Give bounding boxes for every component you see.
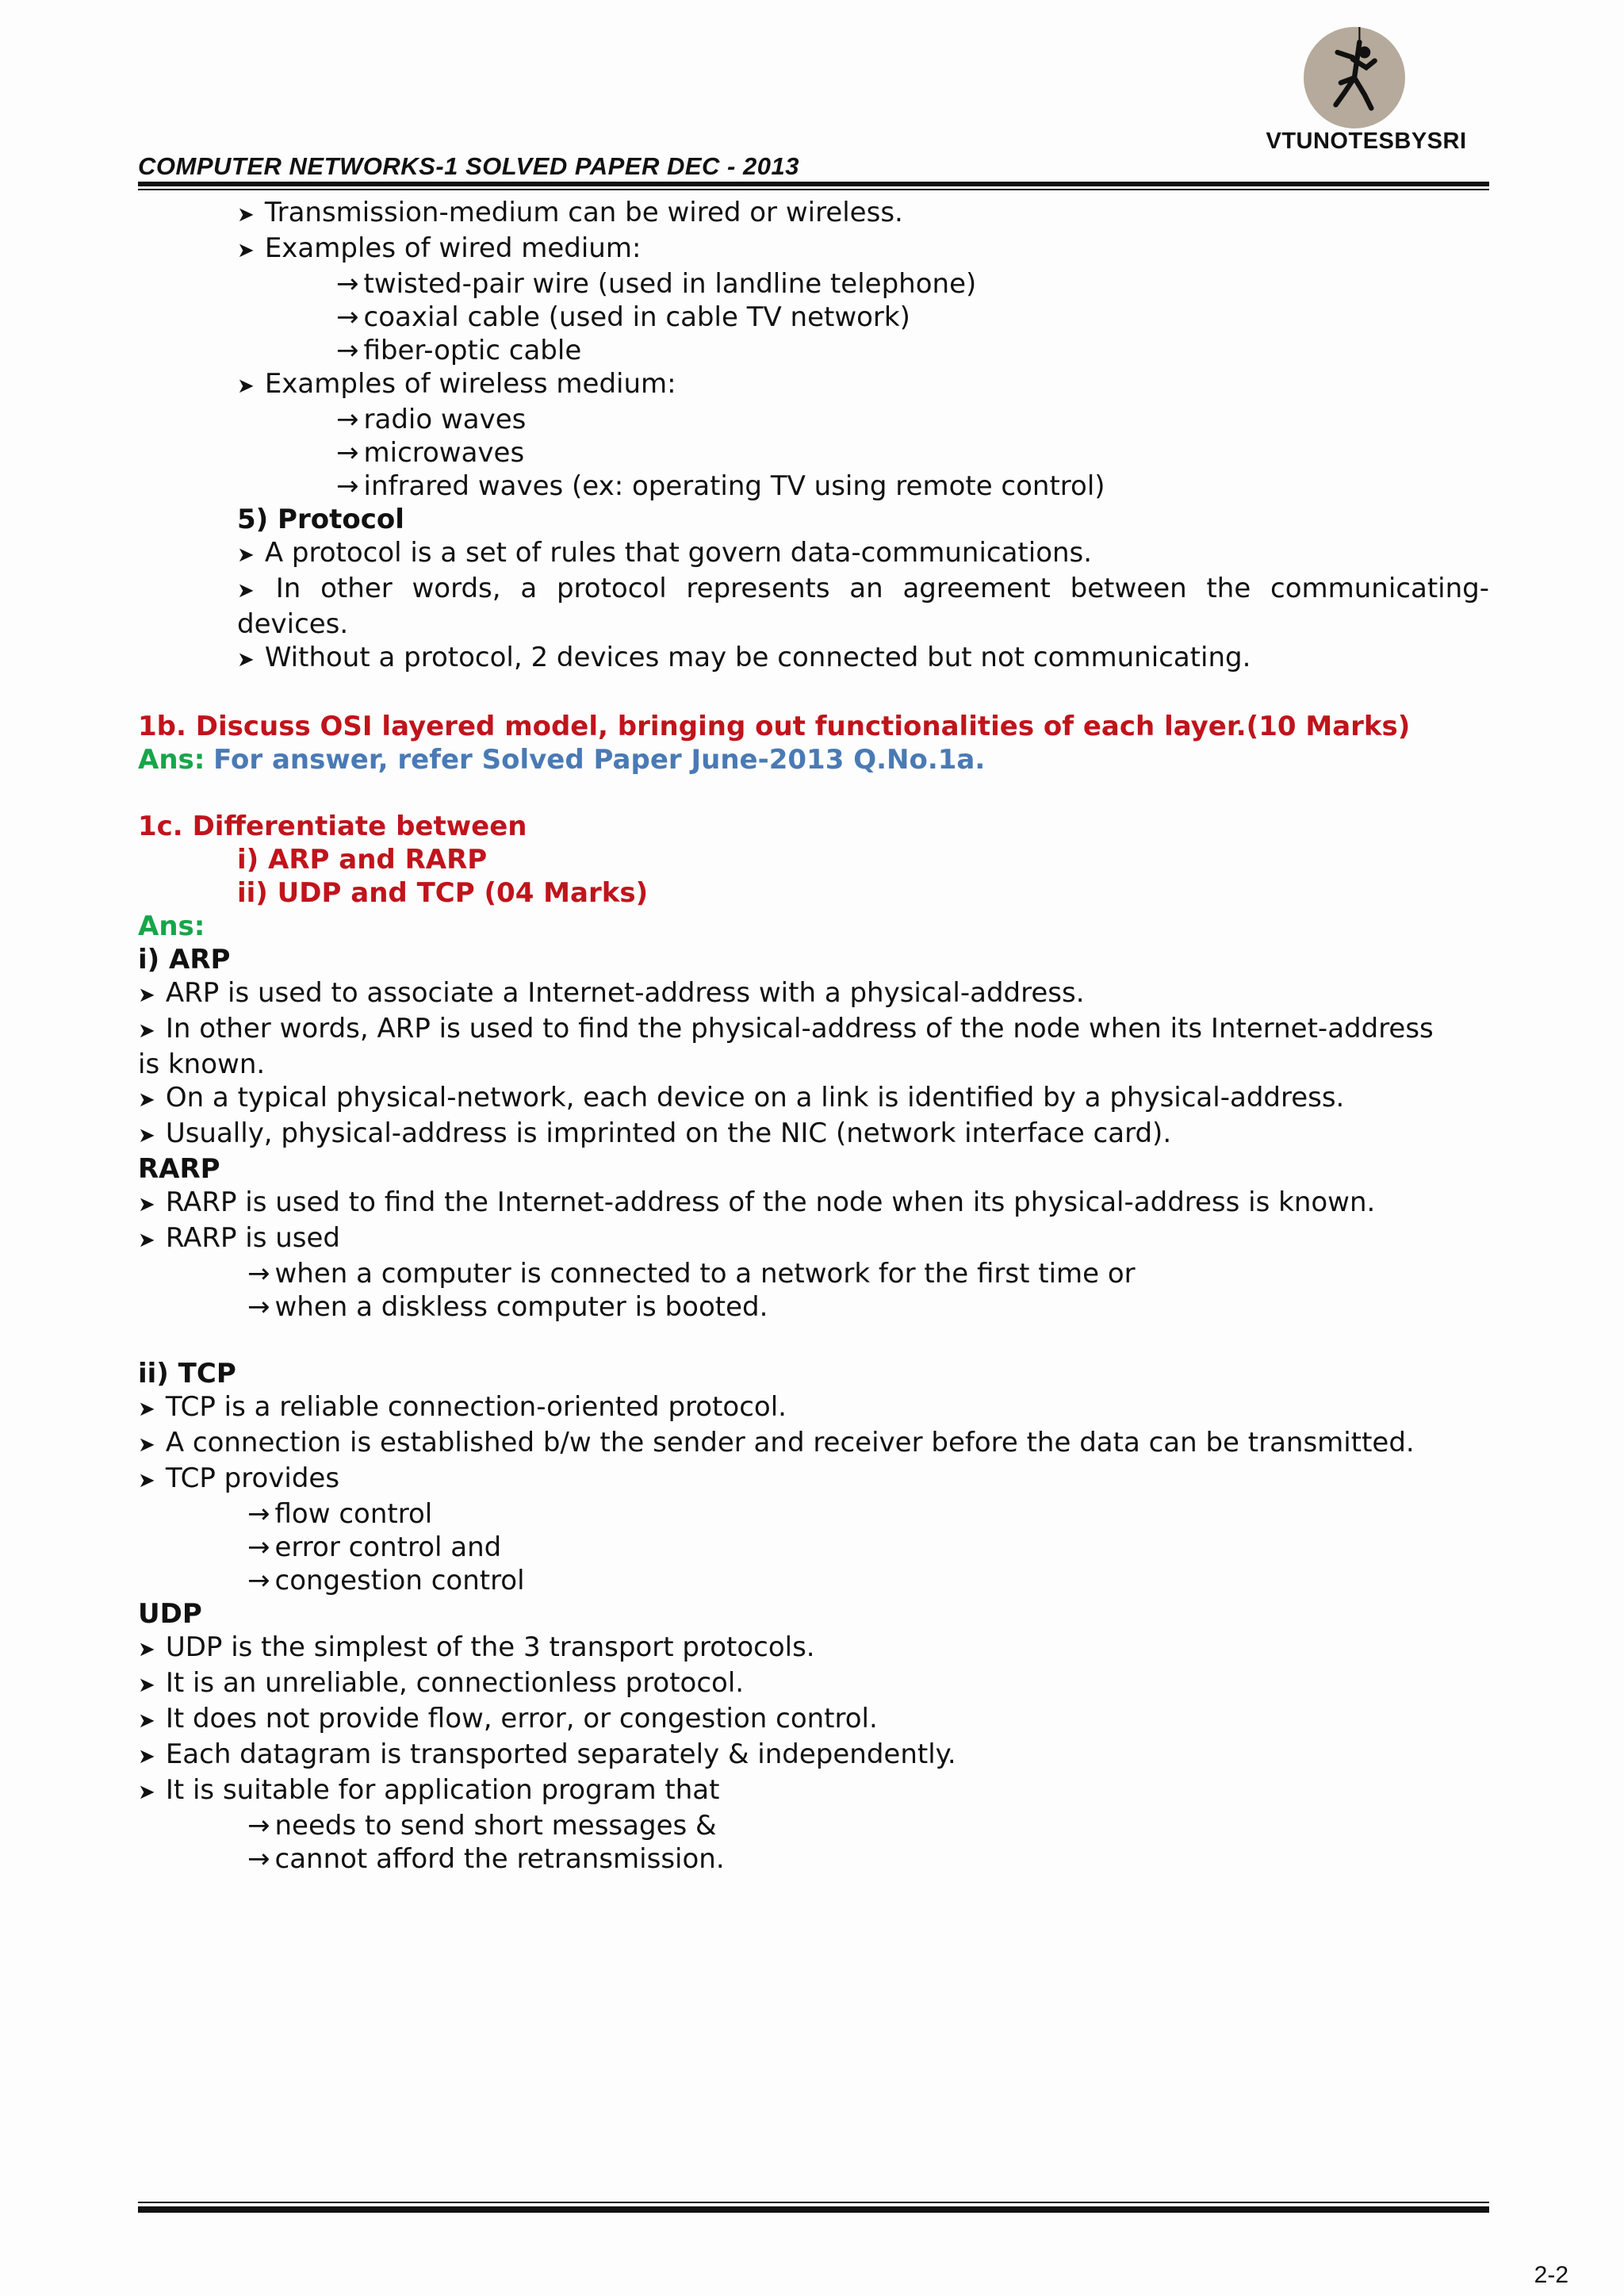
list-item: ➤ Transmission-medium can be wired or wireless. <box>138 196 1489 232</box>
sub-item: → error control and <box>247 1531 502 1563</box>
arrow-icon: → <box>336 470 359 502</box>
footer-rule-thin <box>138 2202 1489 2203</box>
sub-item: → infrared waves (ex: operating TV using remote control) <box>336 470 1105 502</box>
arrow-icon: → <box>247 1843 270 1875</box>
list-item: ➤ TCP provides <box>138 1462 1489 1497</box>
bullet-icon: ➤ <box>138 1228 155 1252</box>
list-item-continued: devices. <box>237 608 349 640</box>
question-1c-part-i: i) ARP and RARP <box>237 844 488 876</box>
page-number: 2-2 <box>1534 2262 1568 2288</box>
bullet-icon: ➤ <box>138 1780 155 1804</box>
section-heading-rarp: RARP <box>138 1153 220 1185</box>
section-heading: 5) Protocol <box>237 504 404 535</box>
arrow-icon: → <box>336 268 359 300</box>
document-header-title: COMPUTER NETWORKS-1 SOLVED PAPER DEC - 2013 <box>138 152 799 180</box>
arrow-icon: → <box>336 437 359 469</box>
list-item: ➤ RARP is used <box>138 1221 1489 1257</box>
arrow-icon: → <box>247 1258 270 1290</box>
bullet-icon: ➤ <box>138 1433 155 1457</box>
list-item: ➤ Usually, physical-address is imprinted on the NIC (network interface card). <box>138 1117 1489 1152</box>
sub-item: → fiber-optic cable <box>336 335 582 366</box>
arrow-icon: → <box>247 1498 270 1530</box>
arrow-icon: → <box>247 1291 270 1323</box>
list-item: ➤ In other words, ARP is used to find the physical-address of the node when its Internet-address <box>138 1012 1489 1048</box>
bullet-icon: ➤ <box>138 1709 155 1733</box>
arrow-icon: → <box>336 301 359 333</box>
bullet-icon: ➤ <box>237 579 255 603</box>
list-item: ➤ A connection is established b/w the sender and receiver before the data can be transmitted. <box>138 1426 1489 1462</box>
list-item: ➤ Each datagram is transported separately & independently. <box>138 1738 1489 1773</box>
bullet-icon: ➤ <box>138 1019 155 1043</box>
answer-label: Ans: <box>138 910 205 942</box>
list-item: ➤ ARP is used to associate a Internet-address with a physical-address. <box>138 976 1489 1012</box>
bullet-icon: ➤ <box>237 203 255 227</box>
arrow-icon: → <box>247 1810 270 1842</box>
list-item: ➤ RARP is used to find the Internet-address of the node when its physical-address is known. <box>138 1186 1489 1221</box>
sub-item: → microwaves <box>336 437 525 469</box>
bullet-icon: ➤ <box>138 983 155 1007</box>
bullet-icon: ➤ <box>138 1469 155 1493</box>
bullet-icon: ➤ <box>138 1088 155 1112</box>
list-item: ➤ A protocol is a set of rules that govern data-communications. <box>138 536 1489 572</box>
bullet-icon: ➤ <box>138 1193 155 1217</box>
list-item: ➤ UDP is the simplest of the 3 transport protocols. <box>138 1631 1489 1666</box>
section-heading-udp: UDP <box>138 1598 202 1630</box>
list-item: ➤ On a typical physical-network, each device on a link is identified by a physical-address. <box>138 1081 1489 1117</box>
sub-item: → when a diskless computer is booted. <box>247 1291 768 1323</box>
sub-item: → needs to send short messages & <box>247 1810 717 1842</box>
arrow-icon: → <box>336 335 359 366</box>
footer-rule <box>138 2206 1489 2213</box>
list-item: ➤ TCP is a reliable connection-oriented protocol. <box>138 1390 1489 1426</box>
list-item: ➤ In other words, a protocol represents an agreement between the communicating- <box>138 572 1489 608</box>
header-rule-thin <box>138 189 1489 190</box>
question-1c: 1c. Differentiate between <box>138 811 527 842</box>
section-heading-arp: i) ARP <box>138 944 231 976</box>
sub-item: → when a computer is connected to a network for the first time or <box>247 1258 1136 1290</box>
logo-text: VTUNOTESBYSRI <box>1266 128 1467 154</box>
sub-item: → radio waves <box>336 404 527 435</box>
answer-1b: Ans: For answer, refer Solved Paper June-2013 Q.No.1a. <box>138 744 986 776</box>
arrow-icon: → <box>247 1531 270 1563</box>
bullet-icon: ➤ <box>237 374 255 398</box>
bullet-icon: ➤ <box>237 239 255 263</box>
bullet-icon: ➤ <box>138 1673 155 1697</box>
list-item: ➤ Without a protocol, 2 devices may be connected but not communicating. <box>138 641 1489 677</box>
arrow-icon: → <box>336 404 359 435</box>
sub-item: → cannot afford the retransmission. <box>247 1843 725 1875</box>
list-item: ➤ Examples of wireless medium: <box>138 367 1489 403</box>
climber-logo-icon <box>1304 27 1405 128</box>
bullet-icon: ➤ <box>138 1397 155 1421</box>
list-item: ➤ Examples of wired medium: <box>138 232 1489 267</box>
list-item: ➤ It is suitable for application program that <box>138 1773 1489 1809</box>
list-item: ➤ It does not provide flow, error, or congestion control. <box>138 1702 1489 1738</box>
sub-item: → coaxial cable (used in cable TV network) <box>336 301 910 333</box>
bullet-icon: ➤ <box>237 648 255 672</box>
sub-item: → twisted-pair wire (used in landline telephone) <box>336 268 977 300</box>
bullet-icon: ➤ <box>138 1745 155 1769</box>
bullet-icon: ➤ <box>138 1638 155 1662</box>
sub-item: → congestion control <box>247 1565 525 1596</box>
bullet-icon: ➤ <box>138 1124 155 1148</box>
sub-item: → flow control <box>247 1498 433 1530</box>
list-item: ➤ It is an unreliable, connectionless protocol. <box>138 1666 1489 1702</box>
question-1c-part-ii: ii) UDP and TCP (04 Marks) <box>237 877 649 909</box>
list-item-continued: is known. <box>138 1048 266 1080</box>
bullet-icon: ➤ <box>237 543 255 567</box>
question-1b: 1b. Discuss OSI layered model, bringing out functionalities of each layer.(10 Marks) <box>138 711 1411 742</box>
page-content <box>138 196 1489 1876</box>
section-heading-tcp: ii) TCP <box>138 1358 236 1389</box>
header-rule <box>138 182 1489 186</box>
arrow-icon: → <box>247 1565 270 1596</box>
